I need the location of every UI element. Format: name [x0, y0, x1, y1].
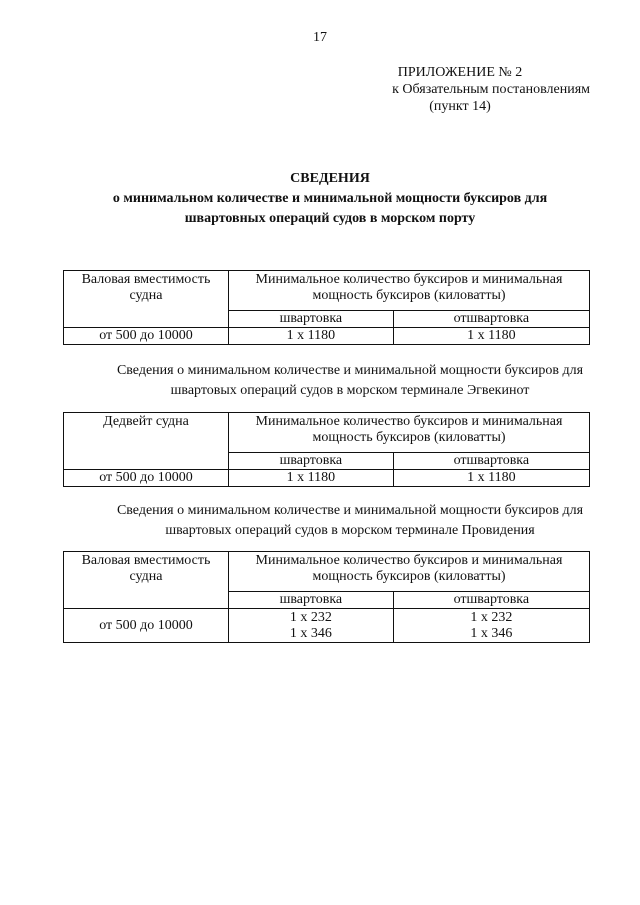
- table-seaport: [63, 270, 590, 345]
- cell-mooring-value-1: 1 х 232: [289, 609, 332, 625]
- cell-mooring-value-2: 1 х 346: [289, 625, 332, 641]
- appendix-clause: (пункт 14): [429, 99, 491, 114]
- title-line-2: о минимальном количестве и минимальной мощности буксиров для: [112, 191, 548, 206]
- table-row: [64, 328, 590, 345]
- cell-unmooring: [393, 609, 589, 643]
- caption-line-2: швартовых операций судов в морском терминале Провидения: [165, 523, 535, 538]
- title-line-3: швартовных операций судов в морском порту: [184, 211, 476, 226]
- caption-line-1: Сведения о минимальном количестве и минимальной мощности буксиров для: [116, 363, 584, 378]
- appendix-reference: к Обязательным постановлениям: [392, 82, 590, 97]
- table-subheader-unmooring: отшвартовка: [393, 311, 589, 328]
- caption-provideniya: [100, 501, 600, 541]
- appendix-title: ПРИЛОЖЕНИЕ № 2: [397, 65, 523, 80]
- cell-mooring: 1 х 1180: [229, 470, 394, 487]
- table-header-tonnage: Валовая вместимость судна: [64, 552, 229, 609]
- cell-range: от 500 до 10000: [64, 609, 229, 643]
- cell-range: от 500 до 10000: [64, 470, 229, 487]
- caption-egvekinot: [100, 361, 600, 401]
- table-header-tugs: Минимальное количество буксиров и минимальная мощность буксиров (киловатты): [229, 271, 590, 311]
- table-provideniya: [63, 551, 590, 643]
- caption-line-1: Сведения о минимальном количестве и минимальной мощности буксиров для: [116, 503, 584, 518]
- table-header-tugs: Минимальное количество буксиров и минимальная мощность буксиров (киловатты): [229, 552, 590, 592]
- cell-unmooring: 1 х 1180: [393, 470, 589, 487]
- cell-unmooring-value-2: 1 х 346: [470, 625, 513, 641]
- table-header-deadweight: Дедвейт судна: [64, 413, 229, 470]
- cell-unmooring-value-1: 1 х 232: [470, 609, 513, 625]
- table-subheader-unmooring: отшвартовка: [393, 592, 589, 609]
- title-line-1: СВЕДЕНИЯ: [290, 171, 370, 186]
- table-header-tonnage: Валовая вместимость судна: [64, 271, 229, 328]
- page-number: 17: [313, 30, 327, 45]
- table-subheader-mooring: швартовка: [229, 453, 394, 470]
- table-row: [64, 470, 590, 487]
- table-subheader-unmooring: отшвартовка: [393, 453, 589, 470]
- caption-line-2: швартовых операций судов в морском терминале Эгвекинот: [170, 383, 530, 398]
- table-row: [64, 609, 590, 643]
- appendix-header: [330, 64, 590, 115]
- table-header-tugs: Минимальное количество буксиров и минимальная мощность буксиров (киловатты): [229, 413, 590, 453]
- cell-unmooring: 1 х 1180: [393, 328, 589, 345]
- cell-range: от 500 до 10000: [64, 328, 229, 345]
- table-egvekinot: [63, 412, 590, 487]
- cell-mooring: 1 х 1180: [229, 328, 394, 345]
- table-subheader-mooring: швартовка: [229, 592, 394, 609]
- table-subheader-mooring: швартовка: [229, 311, 394, 328]
- cell-mooring: [229, 609, 394, 643]
- document-title: [60, 169, 600, 229]
